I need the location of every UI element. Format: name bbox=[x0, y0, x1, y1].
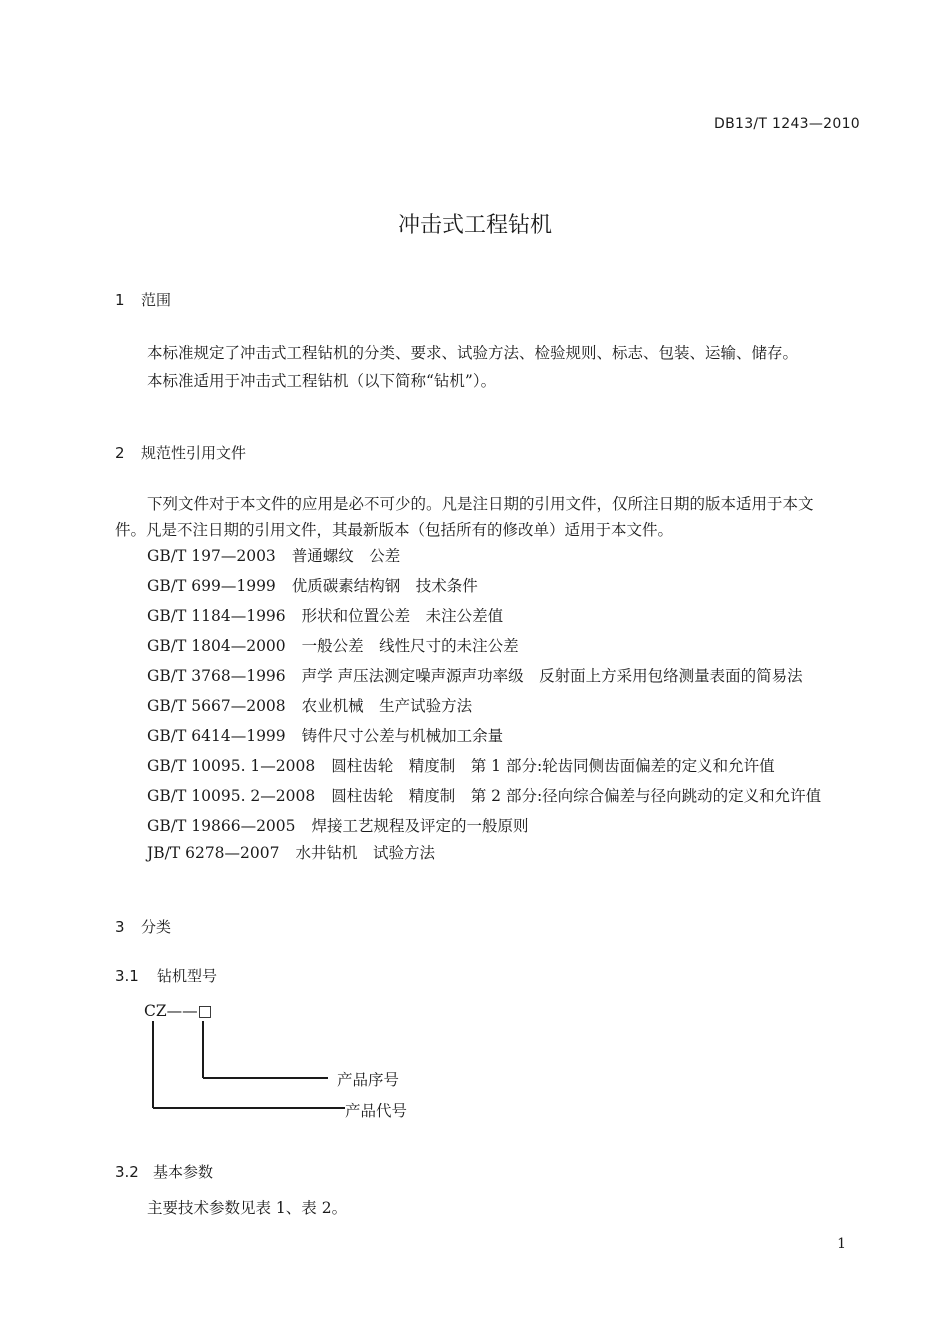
reference-code: GB/T 1804—2000 bbox=[147, 637, 286, 655]
section-2-intro-line-1: 下列文件对于本文件的应用是必不可少的。凡是注日期的引用文件，仅所注日期的版本适用于本文 bbox=[147, 495, 814, 513]
reference-title: 铸件尺寸公差与机械加工余量 bbox=[301, 727, 504, 745]
product-code-label: 产品代号 bbox=[345, 1102, 408, 1120]
reference-code: GB/T 699—1999 bbox=[147, 577, 276, 595]
page-number: 1 bbox=[837, 1236, 846, 1252]
section-1-paragraph-2: 本标准适用于冲击式工程钻机（以下简称“钻机”）。 bbox=[147, 372, 497, 390]
reference-title: 焊接工艺规程及评定的一般原则 bbox=[311, 817, 529, 835]
reference-code: GB/T 5667—2008 bbox=[147, 697, 286, 715]
section-1-paragraph-1: 本标准规定了冲击式工程钻机的分类、要求、试验方法、检验规则、标志、包装、运输、储存。 bbox=[147, 344, 799, 362]
reference-code: JB/T 6278—2007 bbox=[147, 844, 280, 862]
reference-title: 农业机械 生产试验方法 bbox=[301, 697, 473, 715]
reference-title: 优质碳素结构钢 技术条件 bbox=[291, 577, 478, 595]
section-3-2-heading bbox=[115, 1161, 213, 1182]
section-number: 1 bbox=[115, 291, 125, 309]
reference-title: 普通螺纹 公差 bbox=[291, 547, 401, 565]
section-number: 3 bbox=[115, 918, 125, 936]
reference-code: GB/T 10095. 1—2008 bbox=[147, 757, 316, 775]
product-serial-label: 产品序号 bbox=[337, 1071, 400, 1089]
section-title: 基本参数 bbox=[153, 1163, 214, 1181]
section-number: 2 bbox=[115, 444, 125, 462]
section-number: 3.1 bbox=[115, 967, 139, 985]
section-title: 范围 bbox=[141, 291, 172, 309]
reference-title: 形状和位置公差 未注公差值 bbox=[301, 607, 504, 625]
reference-title: 水井钻机 试验方法 bbox=[295, 844, 435, 862]
reference-code: GB/T 3768—1996 bbox=[147, 667, 286, 685]
section-title: 规范性引用文件 bbox=[141, 444, 247, 462]
reference-title: 声学 声压法测定噪声源声功率级 反射面上方采用包络测量表面的简易法 bbox=[301, 667, 803, 685]
reference-code: GB/T 1184—1996 bbox=[147, 607, 286, 625]
reference-code: GB/T 197—2003 bbox=[147, 547, 276, 565]
reference-title: 一般公差 线性尺寸的未注公差 bbox=[301, 637, 519, 655]
section-number: 3.2 bbox=[115, 1163, 139, 1181]
model-code: CZ——□ bbox=[144, 1002, 213, 1020]
section-title: 钻机型号 bbox=[157, 967, 218, 985]
reference-code: GB/T 6414—1999 bbox=[147, 727, 286, 745]
document-title: 冲击式工程钻机 bbox=[397, 213, 552, 238]
reference-title: 圆柱齿轮 精度制 第 2 部分:径向综合偏差与径向跳动的定义和允许值 bbox=[331, 787, 822, 805]
section-title: 分类 bbox=[141, 918, 172, 936]
reference-code: GB/T 19866—2005 bbox=[147, 817, 296, 835]
reference-code: GB/T 10095. 2—2008 bbox=[147, 787, 316, 805]
section-3-2-paragraph: 主要技术参数见表 1、表 2。 bbox=[147, 1199, 348, 1217]
section-2-intro-line-2: 件。凡是不注日期的引用文件，其最新版本（包括所有的修改单）适用于本文件。 bbox=[115, 521, 674, 539]
reference-title: 圆柱齿轮 精度制 第 1 部分:轮齿同侧齿面偏差的定义和允许值 bbox=[331, 757, 775, 775]
standard-code: DB13/T 1243—2010 bbox=[714, 116, 860, 132]
